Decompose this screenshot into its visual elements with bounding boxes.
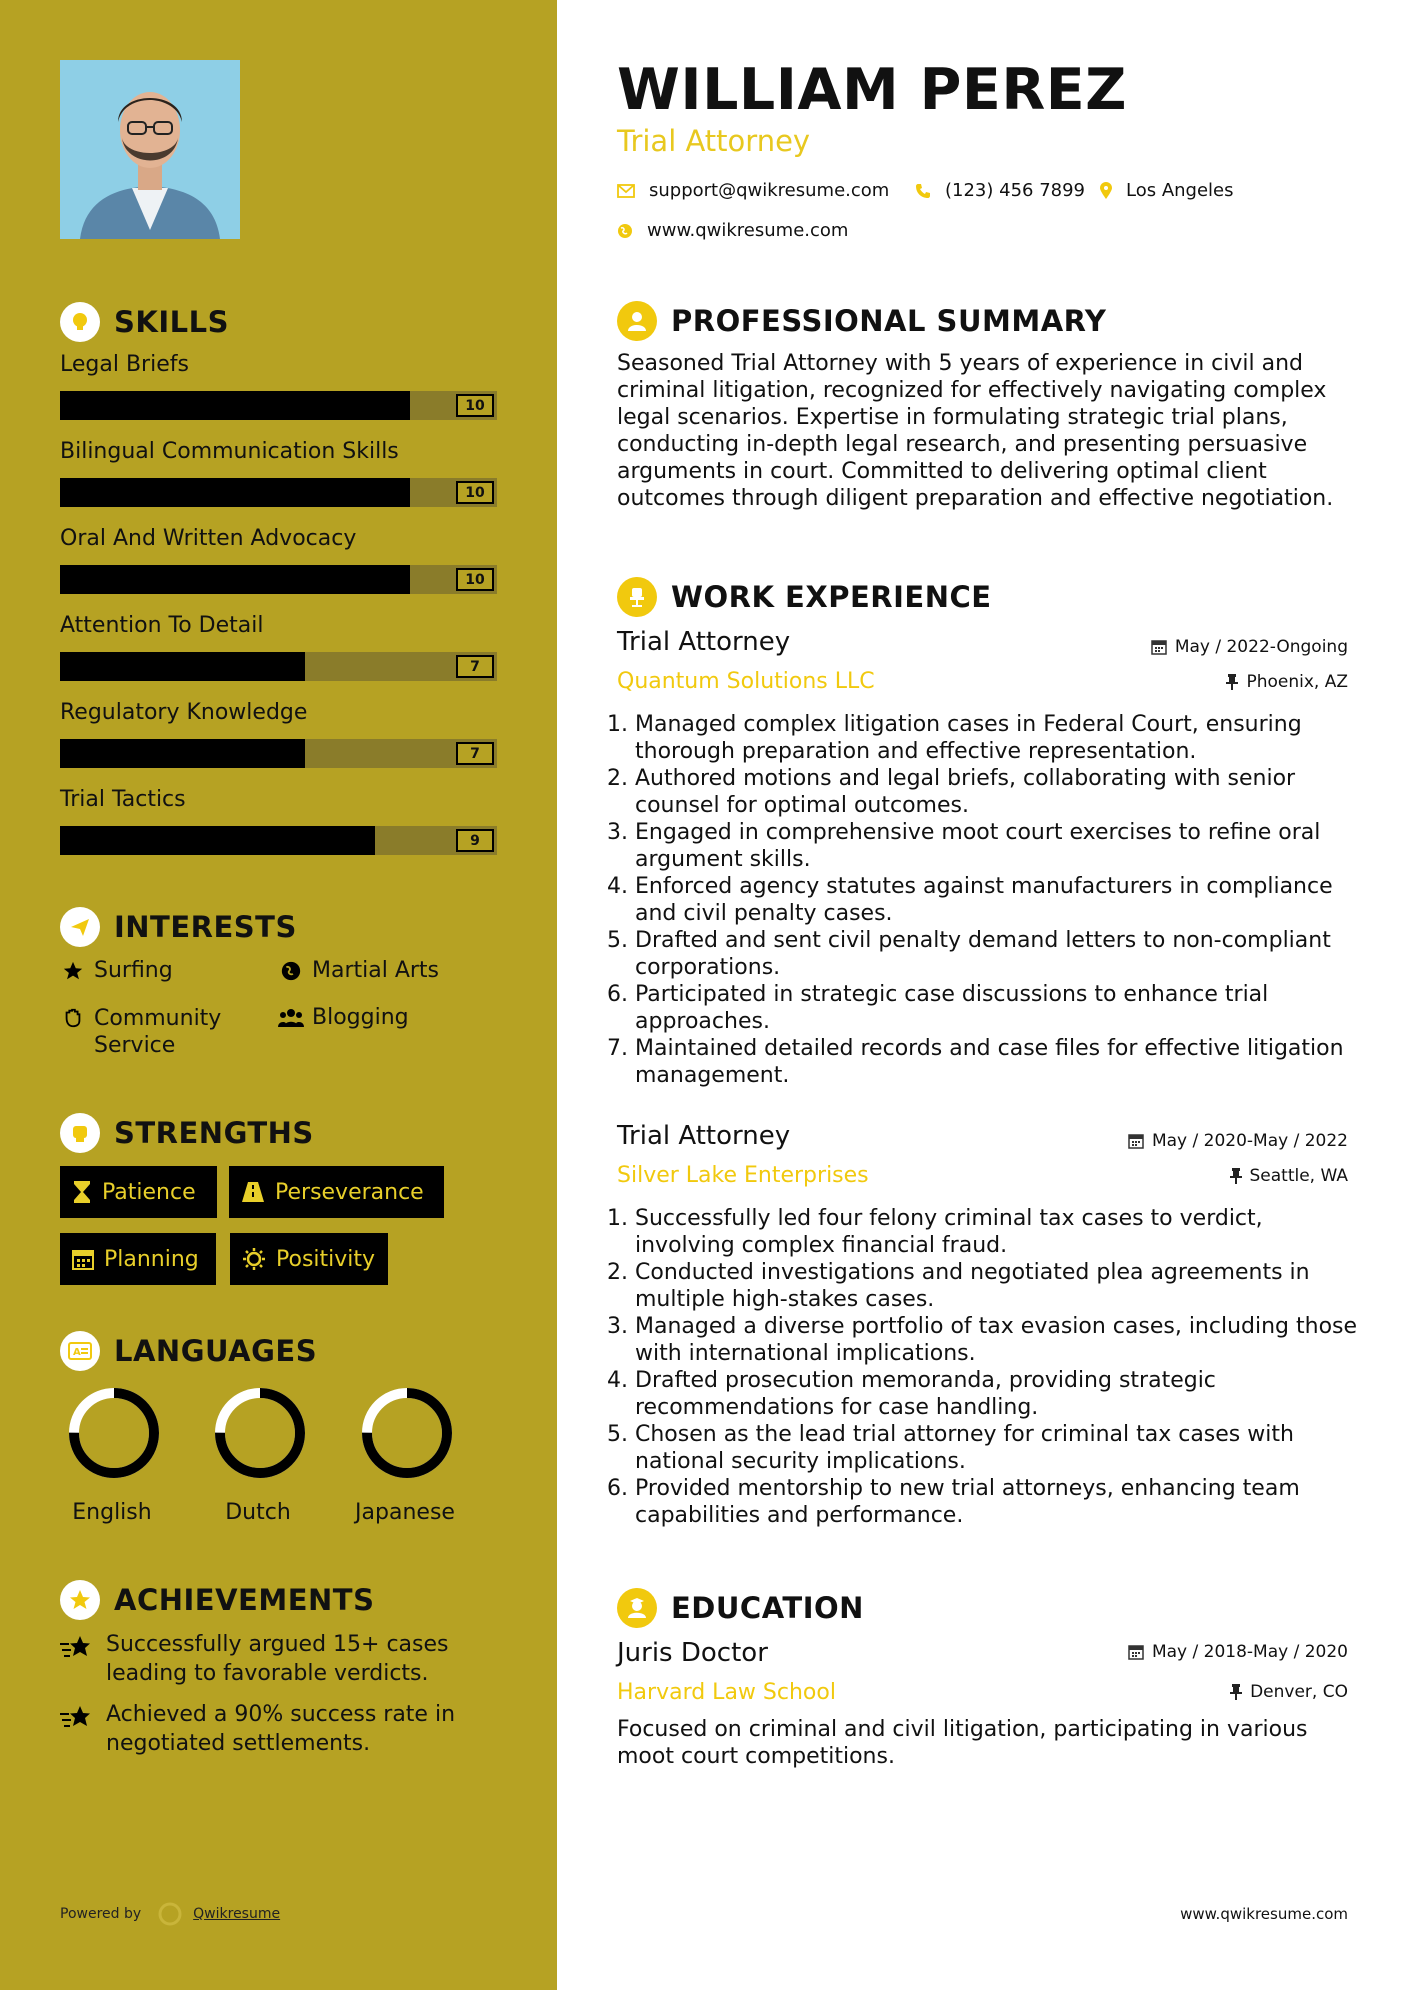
- skill-bar: [60, 826, 497, 855]
- calendar-icon: [72, 1248, 94, 1270]
- skill-score: 10: [456, 568, 494, 591]
- skill-name: Attention To Detail: [60, 613, 264, 638]
- strength-badge: Planning: [60, 1233, 216, 1285]
- list-text: Managed complex litigation cases in Federal Court, ensuring thorough preparation and effective representation.: [635, 712, 1302, 764]
- list-text: Enforced agency statutes against manufacturers in compliance and civil penalty cases.: [635, 874, 1333, 926]
- users-icon: [278, 1007, 304, 1029]
- globe-icon: [617, 223, 633, 239]
- skill-bar: [60, 565, 497, 594]
- languages-heading: A LANGUAGES: [60, 1331, 317, 1371]
- achievements-heading: ACHIEVEMENTS: [60, 1580, 374, 1620]
- company-name: Silver Lake Enterprises: [617, 1163, 869, 1188]
- contact-location: Los Angeles: [1100, 180, 1234, 201]
- user-icon: [617, 301, 657, 341]
- fist-icon: [60, 1113, 100, 1153]
- list-item: [607, 765, 1362, 819]
- list-text: Participated in strategic case discussions to enhance trial approaches.: [635, 982, 1269, 1034]
- candidate-name: WILLIAM PEREZ: [617, 57, 1127, 123]
- job-duties-list: [607, 711, 1362, 1089]
- skill-bar-fill: [60, 478, 410, 507]
- job-location: Seattle, WA: [1230, 1166, 1349, 1186]
- skill-bar-fill: [60, 652, 305, 681]
- shooting-star-icon: [60, 1632, 94, 1664]
- qwikresume-logo-icon: [157, 1901, 183, 1927]
- skill-bar-fill: [60, 826, 375, 855]
- paper-plane-icon: [60, 907, 100, 947]
- list-number: 6.: [607, 1476, 628, 1501]
- list-text: Successfully led four felony criminal tax cases to verdict, involving complex financial fraud.: [635, 1206, 1263, 1258]
- skill-name: Legal Briefs: [60, 352, 189, 377]
- skill-name: Regulatory Knowledge: [60, 700, 308, 725]
- sidebar: [0, 0, 557, 1990]
- strength-badge: Patience: [60, 1166, 217, 1218]
- chair-icon: [617, 577, 657, 617]
- list-number: 3.: [607, 820, 628, 845]
- interest-item: Surfing: [60, 958, 173, 983]
- list-text: Drafted and sent civil penalty demand letters to non-compliant corporations.: [635, 928, 1331, 980]
- list-number: 1.: [607, 1206, 628, 1231]
- list-text: Chosen as the lead trial attorney for criminal tax cases with national security implications.: [635, 1422, 1294, 1474]
- contact-phone[interactable]: (123) 456 7899: [915, 180, 1085, 201]
- list-number: 1.: [607, 712, 628, 737]
- job-title: Trial Attorney: [617, 627, 791, 657]
- envelope-icon: [617, 184, 635, 198]
- degree-title: Juris Doctor: [617, 1638, 768, 1668]
- interest-item: Community Service: [60, 1005, 234, 1059]
- pushpin-icon: [1230, 1684, 1242, 1700]
- candidate-role: Trial Attorney: [617, 124, 811, 158]
- globe-icon: [278, 960, 304, 982]
- interest-item: Blogging: [278, 1005, 409, 1030]
- education-dates: May / 2018-May / 2020: [1128, 1642, 1348, 1662]
- language-donut: [357, 1385, 457, 1485]
- skill-score: 10: [456, 394, 494, 417]
- company-name: Quantum Solutions LLC: [617, 669, 875, 694]
- shooting-star-icon: [60, 1702, 94, 1734]
- svg-text:A: A: [73, 1347, 81, 1358]
- skill-score: 9: [456, 829, 494, 852]
- calendar-icon: [1128, 1644, 1144, 1660]
- skills-heading: SKILLS: [60, 302, 229, 342]
- list-number: 2.: [607, 766, 628, 791]
- language-donut: [64, 1385, 164, 1485]
- skill-bar-fill: [60, 739, 305, 768]
- language-donut: [210, 1385, 310, 1485]
- list-item: [607, 711, 1362, 765]
- skill-name: Trial Tactics: [60, 787, 186, 812]
- calendar-icon: [1128, 1133, 1144, 1149]
- skill-score: 7: [456, 742, 494, 765]
- job-dates: May / 2020-May / 2022: [1128, 1131, 1348, 1151]
- star-icon: [60, 960, 86, 982]
- star-badge-icon: [60, 1580, 100, 1620]
- skill-name: Oral And Written Advocacy: [60, 526, 357, 551]
- achievement-item: Achieved a 90% success rate in negotiated settlements.: [60, 1700, 476, 1758]
- list-item: [607, 1035, 1362, 1089]
- hourglass-icon: [72, 1180, 92, 1204]
- school-name: Harvard Law School: [617, 1680, 836, 1705]
- skill-bar: [60, 652, 497, 681]
- education-text: Focused on criminal and civil litigation, participating in various moot court competitions.: [617, 1717, 1308, 1769]
- interest-item: Martial Arts: [278, 958, 439, 983]
- list-item: [607, 819, 1362, 873]
- calendar-icon: [1151, 639, 1167, 655]
- summary-text: Seasoned Trial Attorney with 5 years of experience in civil and criminal litigation, recognized for effectively navigating complex legal scenarios. Expertise in formulating strategic trial plans, conducting in-depth legal research, and presenting persuasive arguments in court. Committed to delivering optimal client outcomes through diligent preparation and effective negotiation.: [617, 351, 1334, 511]
- skill-bar: [60, 739, 497, 768]
- language-name: English: [72, 1500, 152, 1525]
- list-number: 2.: [607, 1260, 628, 1285]
- list-number: 4.: [607, 1368, 628, 1393]
- language-name: Dutch: [225, 1500, 291, 1525]
- list-item: [607, 1259, 1362, 1313]
- road-icon: [241, 1181, 265, 1203]
- list-item: [607, 927, 1362, 981]
- job-location: Phoenix, AZ: [1226, 672, 1348, 692]
- skill-name: Bilingual Communication Skills: [60, 439, 399, 464]
- skill-bar: [60, 478, 497, 507]
- list-item: [607, 1205, 1362, 1259]
- skill-bar-fill: [60, 391, 410, 420]
- list-item: [607, 1367, 1362, 1421]
- skill-bar-fill: [60, 565, 410, 594]
- powered-by: Powered by Qwikresume: [60, 1901, 280, 1927]
- list-item: [607, 981, 1362, 1035]
- pushpin-icon: [1226, 674, 1238, 690]
- strengths-heading: STRENGTHS: [60, 1113, 314, 1153]
- achievement-item: Successfully argued 15+ cases leading to favorable verdicts.: [60, 1630, 476, 1688]
- profile-photo: [60, 60, 240, 239]
- map-pin-icon: [1100, 182, 1112, 200]
- list-text: Drafted prosecution memoranda, providing strategic recommendations for case handling.: [635, 1368, 1216, 1420]
- interests-heading: INTERESTS: [60, 907, 297, 947]
- list-number: 7.: [607, 1036, 628, 1061]
- list-number: 3.: [607, 1314, 628, 1339]
- experience-heading: WORK EXPERIENCE: [617, 577, 992, 617]
- job-dates: May / 2022-Ongoing: [1151, 637, 1348, 657]
- qwikresume-link[interactable]: Qwikresume: [193, 1906, 281, 1922]
- list-number: 5.: [607, 1422, 628, 1447]
- graduate-icon: [617, 1588, 657, 1628]
- list-text: Authored motions and legal briefs, collaborating with senior counsel for optimal outcomes.: [635, 766, 1296, 818]
- list-number: 6.: [607, 982, 628, 1007]
- contact-email[interactable]: support@qwikresume.com: [617, 180, 889, 201]
- skill-score: 7: [456, 655, 494, 678]
- list-item: [607, 1475, 1362, 1529]
- education-heading: EDUCATION: [617, 1588, 864, 1628]
- footer-website[interactable]: www.qwikresume.com: [1180, 1905, 1348, 1923]
- pushpin-icon: [1230, 1168, 1242, 1184]
- list-item: [607, 873, 1362, 927]
- language-name: Japanese: [355, 1500, 455, 1525]
- job-title: Trial Attorney: [617, 1121, 791, 1151]
- summary-heading: PROFESSIONAL SUMMARY: [617, 301, 1106, 341]
- job-duties-list: [607, 1205, 1362, 1529]
- list-number: 4.: [607, 874, 628, 899]
- strength-badge: Perseverance: [229, 1166, 444, 1218]
- list-text: Managed a diverse portfolio of tax evasion cases, including those with international implications.: [635, 1314, 1358, 1366]
- list-text: Conducted investigations and negotiated plea agreements in multiple high-stakes cases.: [635, 1260, 1310, 1312]
- list-number: 5.: [607, 928, 628, 953]
- language-icon: [60, 1331, 100, 1371]
- list-text: Engaged in comprehensive moot court exercises to refine oral argument skills.: [635, 820, 1321, 872]
- strength-badge: Positivity: [230, 1233, 388, 1285]
- hand-icon: [60, 1007, 86, 1029]
- list-text: Provided mentorship to new trial attorneys, enhancing team capabilities and performance.: [635, 1476, 1300, 1528]
- contact-website[interactable]: www.qwikresume.com: [617, 220, 848, 241]
- skill-score: 10: [456, 481, 494, 504]
- lightbulb-icon: [60, 302, 100, 342]
- skill-bar: [60, 391, 497, 420]
- list-item: [607, 1421, 1362, 1475]
- phone-icon: [915, 183, 931, 199]
- list-item: [607, 1313, 1362, 1367]
- education-location: Denver, CO: [1230, 1682, 1348, 1702]
- sun-icon: [242, 1247, 266, 1271]
- list-text: Maintained detailed records and case files for effective litigation management.: [635, 1036, 1344, 1088]
